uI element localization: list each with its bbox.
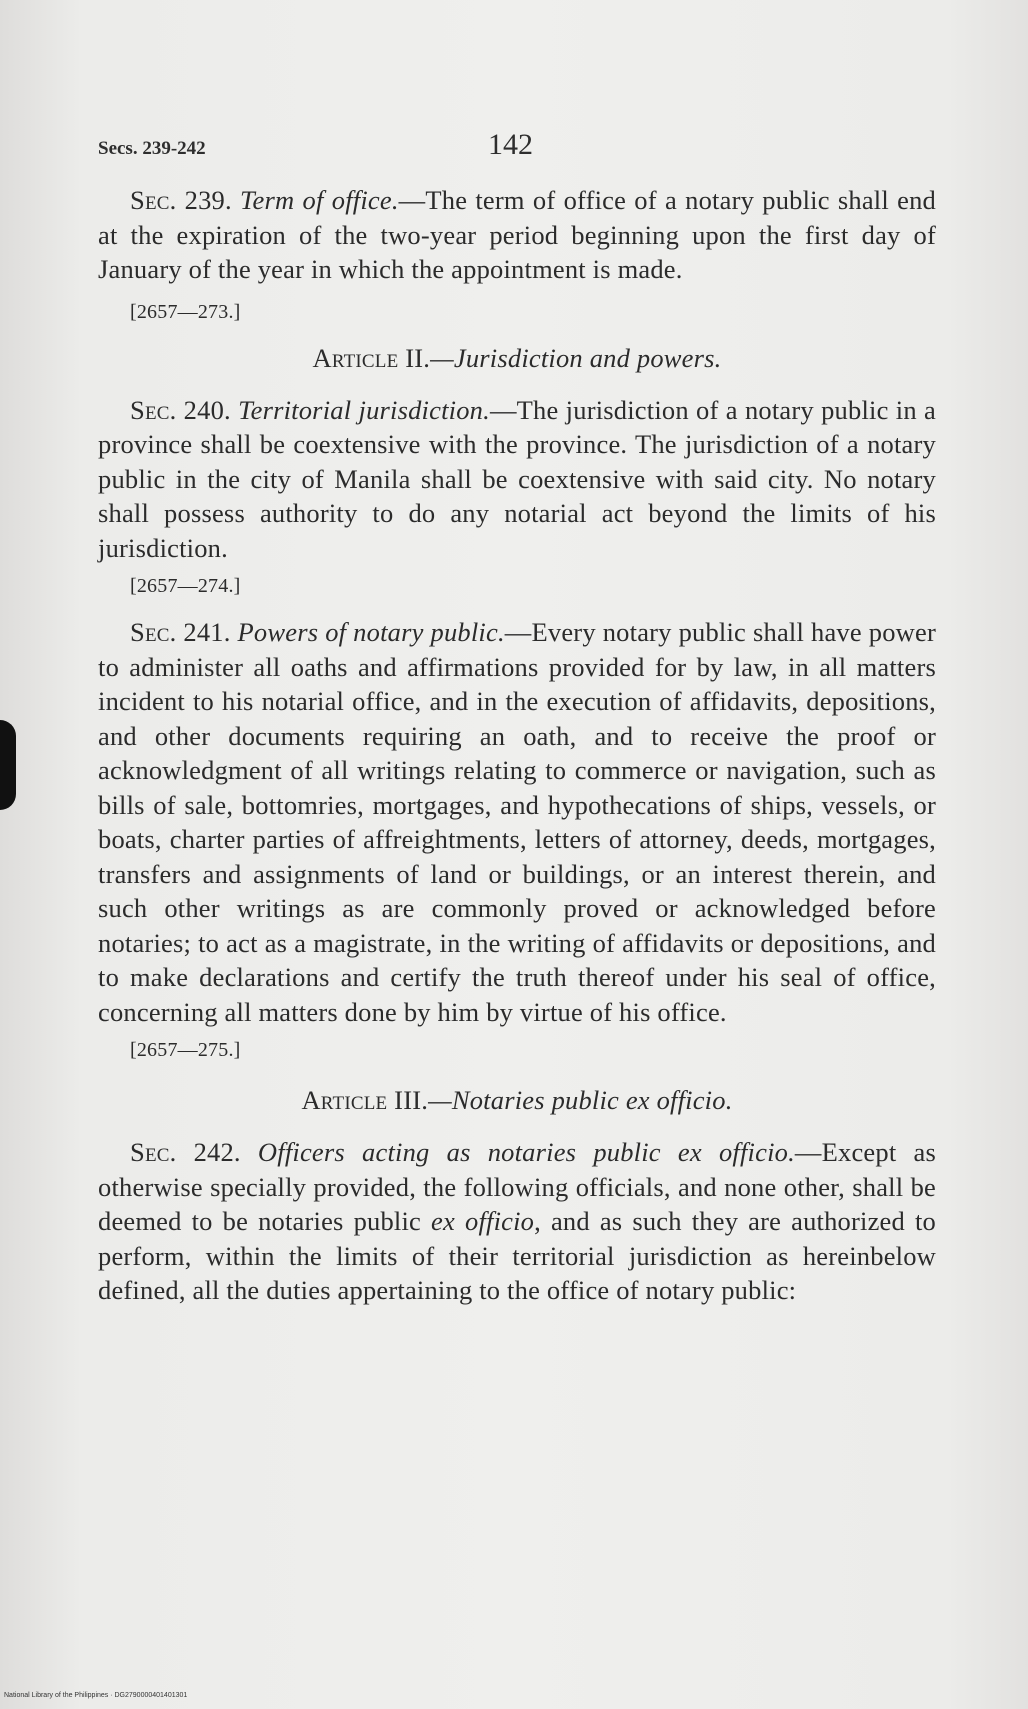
section-240 — [98, 393, 936, 566]
section-text: —Except as otherwise specially provided, the following officials, and none other, shall be deemed to be notaries public — [98, 1137, 936, 1236]
article-title: —Notaries public ex officio. — [428, 1085, 733, 1115]
scan-edge-mark — [0, 720, 16, 810]
citation-241: [2657—275.] — [130, 1039, 241, 1061]
scan-footer: National Library of the Philippines · DG2790000401401301 — [4, 1692, 188, 1699]
running-head: Secs. 239-242 — [98, 138, 206, 159]
section-label: Sec. 239. — [130, 185, 232, 215]
section-239 — [98, 183, 936, 287]
section-text-emphasis: ex officio — [431, 1206, 535, 1236]
article-label: Article II. — [312, 342, 431, 373]
section-heading: Powers of notary public. — [237, 617, 505, 647]
section-label: Sec. 240. — [130, 394, 231, 425]
article-title: —Jurisdiction and powers. — [430, 342, 722, 373]
citation-239: [2657—273.] — [130, 300, 241, 323]
section-text: —The term of office of a notary public shall end at the expiration of the two-year period beginning upon the first day of January of the year in which the appointment is made. — [98, 185, 936, 284]
article-label: Article III. — [301, 1085, 429, 1115]
page-body — [98, 183, 936, 1308]
section-heading: Officers acting as notaries public ex officio. — [257, 1137, 795, 1167]
section-label: Sec. 242. — [130, 1137, 241, 1167]
article-ii-heading — [98, 337, 936, 393]
citation-240: [2657—274.] — [130, 575, 241, 597]
section-heading: Territorial jurisdiction. — [238, 394, 490, 425]
page-number: 142 — [488, 128, 533, 161]
page-header — [98, 128, 938, 168]
section-241 — [98, 615, 936, 1029]
section-242 — [98, 1135, 936, 1308]
section-heading: Term of office. — [240, 185, 399, 215]
section-text: —The jurisdiction of a notary public in a province shall be coextensive with the province. The jurisdiction of a notary public in the city of Manila shall be coextensive with said city. No notary shall possess authority to do any notarial act beyond the limits of his jurisdiction. — [98, 394, 936, 563]
section-text: —Every notary public shall have power to administer all oaths and affirmations provided for by law, in all matters incident to his notarial office, and in the execution of affidavits, depositions, and other documents requiring an oath, and to receive the proof or acknowledgment of all writings relating to commerce or navigation, such as bills of sale, bottomries, mortgages, and hypothecations of ships, vessels, or boats, charter parties of affreightments, letters of attorney, deeds, mortgages, transfers and assignments of land or buildings, or an interest therein, and such other writings as are commonly proved or acknowledged before notaries; to act as a magistrate, in the writing of affidavits or depositions, and to make declarations and certify the truth thereof under his seal of office, concerning all matters done by him by virtue of his office. — [98, 617, 936, 1027]
section-label: Sec. 241. — [130, 617, 231, 647]
article-iii-heading — [98, 1079, 936, 1135]
section-text: , and as such they are authorized to perform, within the limits of their territorial jurisdiction as hereinbelow defined, all the duties appertaining to the office of notary public: — [98, 1206, 936, 1305]
